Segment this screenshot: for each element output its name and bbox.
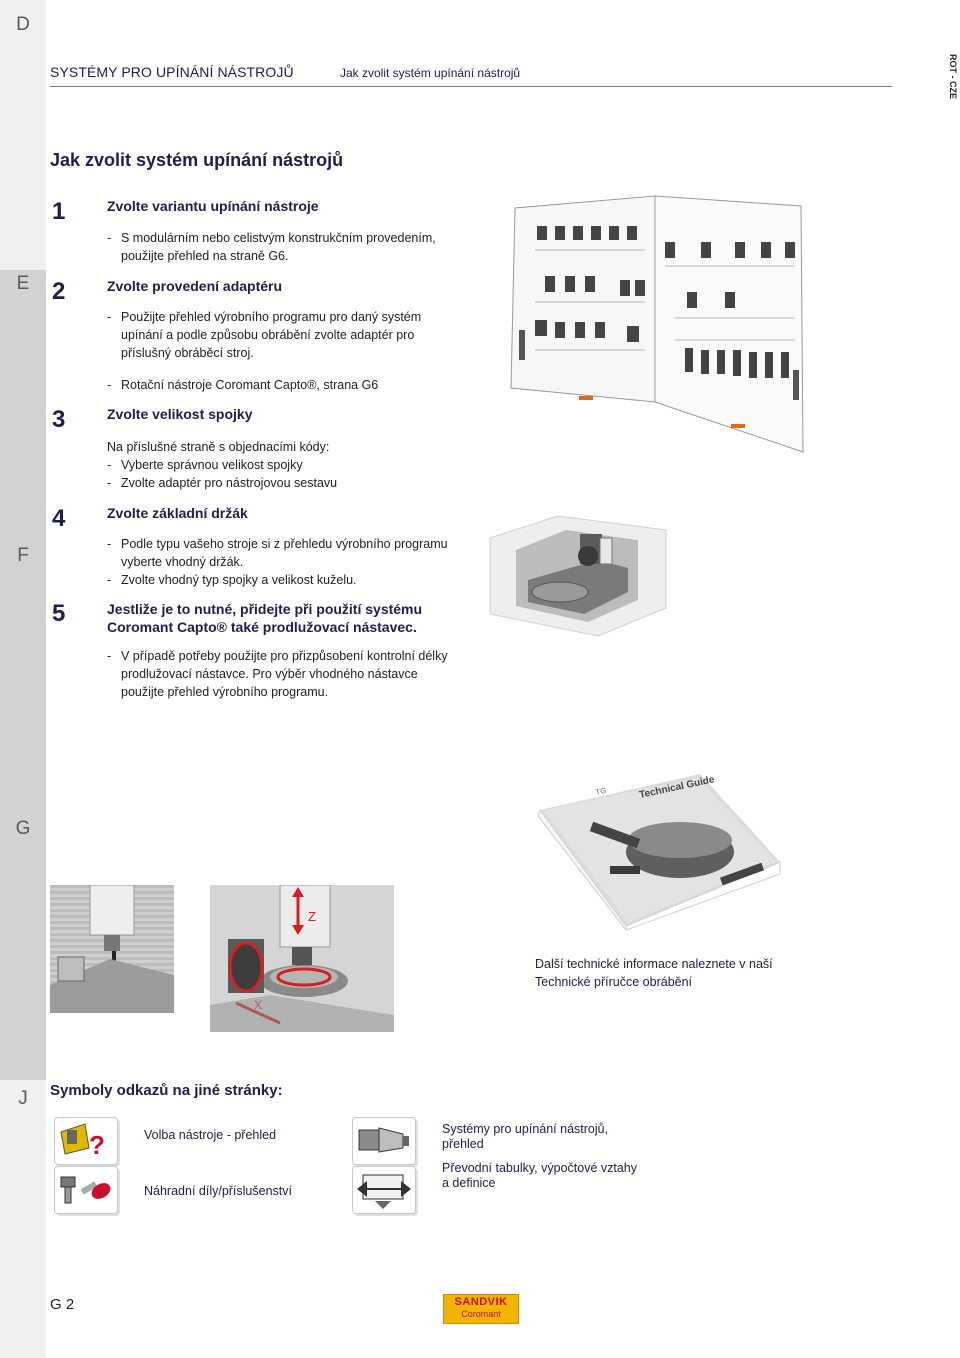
symbol-label-spare-parts: Náhradní díly/příslušenství — [144, 1184, 292, 1198]
catalog-caption: Další technické informace naleznete v naší Technické příručce obrábění — [535, 957, 773, 989]
step-title-3: Zvolte velikost spojky — [107, 406, 253, 422]
step-number-1: 1 — [52, 198, 66, 225]
catalog-spread-image — [505, 190, 805, 455]
z-axis-label: Z — [308, 909, 316, 924]
book-title: Technical Guide — [638, 774, 716, 801]
spare-parts-icon[interactable] — [54, 1166, 118, 1214]
sandvik-coromant-logo: SANDVIK Coromant — [443, 1294, 519, 1324]
page-title: Jak zvolit systém upínání nástrojů — [50, 150, 344, 170]
step-number-2: 2 — [52, 278, 66, 305]
machining-photo-right — [210, 885, 394, 1032]
step-5-text: - V případě potřeby použijte pro přizpůsobení kontrolní délky prodlužovací nástavce. Pro výběr vhodného nástavce použijte přehled výrobního programu. — [107, 649, 448, 699]
section-header: SYSTÉMY PRO UPÍNÁNÍ NÁSTROJŮ — [50, 64, 294, 80]
step-4-text: - Podle typu vašeho stroje si z přehledu výrobního programu vyberte vhodný držák. - Zvolte vhodný typ spojky a velikost kuželu. — [107, 537, 448, 587]
symbol-label-tool-selection: Volba nástroje - přehled — [144, 1128, 277, 1142]
step-title-4: Zvolte základní držák — [107, 505, 248, 521]
index-letter-g[interactable]: G — [15, 818, 31, 839]
step-title-2: Zvolte provedení adaptéru — [107, 278, 283, 294]
step-title-1: Zvolte variantu upínání nástroje — [107, 198, 319, 214]
symbol-label-tool-holding: Systémy pro upínání nástrojů, přehled — [442, 1122, 609, 1151]
side-code: ROT - CZE — [948, 54, 958, 99]
index-letter-d[interactable]: D — [16, 14, 30, 35]
conversion-tables-icon[interactable] — [352, 1166, 416, 1214]
machine-illustration — [488, 510, 668, 640]
symbols-heading: Symboly odkazů na jiné stránky: — [50, 1082, 283, 1099]
machining-photo-left — [50, 885, 174, 1013]
index-letter-e[interactable]: E — [16, 273, 30, 294]
tool-selection-icon[interactable] — [54, 1117, 118, 1165]
step-number-4: 4 — [52, 505, 66, 532]
index-band-highlight — [0, 270, 46, 1080]
index-letter-f[interactable]: F — [17, 545, 29, 566]
step-number-5: 5 — [52, 600, 66, 627]
index-letter-j[interactable]: J — [18, 1088, 28, 1109]
page-number: G 2 — [50, 1296, 75, 1313]
symbol-label-conversion-tables: Převodní tabulky, výpočtové vztahy a definice — [442, 1161, 638, 1190]
step-1-text: - S modulárním nebo celistvým konstrukčním provedením, použijte přehled na straně G6. — [107, 231, 436, 263]
step-title-5: Jestliže je to nutné, přidejte při použití systému Coromant Capto® také prodlužovací nástavec. — [107, 601, 423, 635]
subsection-header: Jak zvolit systém upínání nástrojů — [340, 66, 521, 80]
header-rule — [50, 86, 892, 87]
svg-text:?: ? — [89, 1130, 105, 1160]
step-3-text: Na příslušné straně s objednacími kódy: - Vyberte správnou velikost spojky - Zvolte adaptér pro nástrojovou sestavu — [107, 440, 338, 490]
step-2-text: - Použijte přehled výrobního programu pro daný systém upínání a podle způsobu obrábění zvolte adaptér pro příslušný obráběcí stroj. - Rotační nástroje Coromant Capto®, strana G6 — [107, 310, 422, 392]
step-number-3: 3 — [52, 406, 66, 433]
tool-holding-icon[interactable] — [352, 1117, 416, 1165]
svg-text:TG: TG — [594, 785, 608, 797]
technical-guide-book-image — [530, 770, 790, 930]
